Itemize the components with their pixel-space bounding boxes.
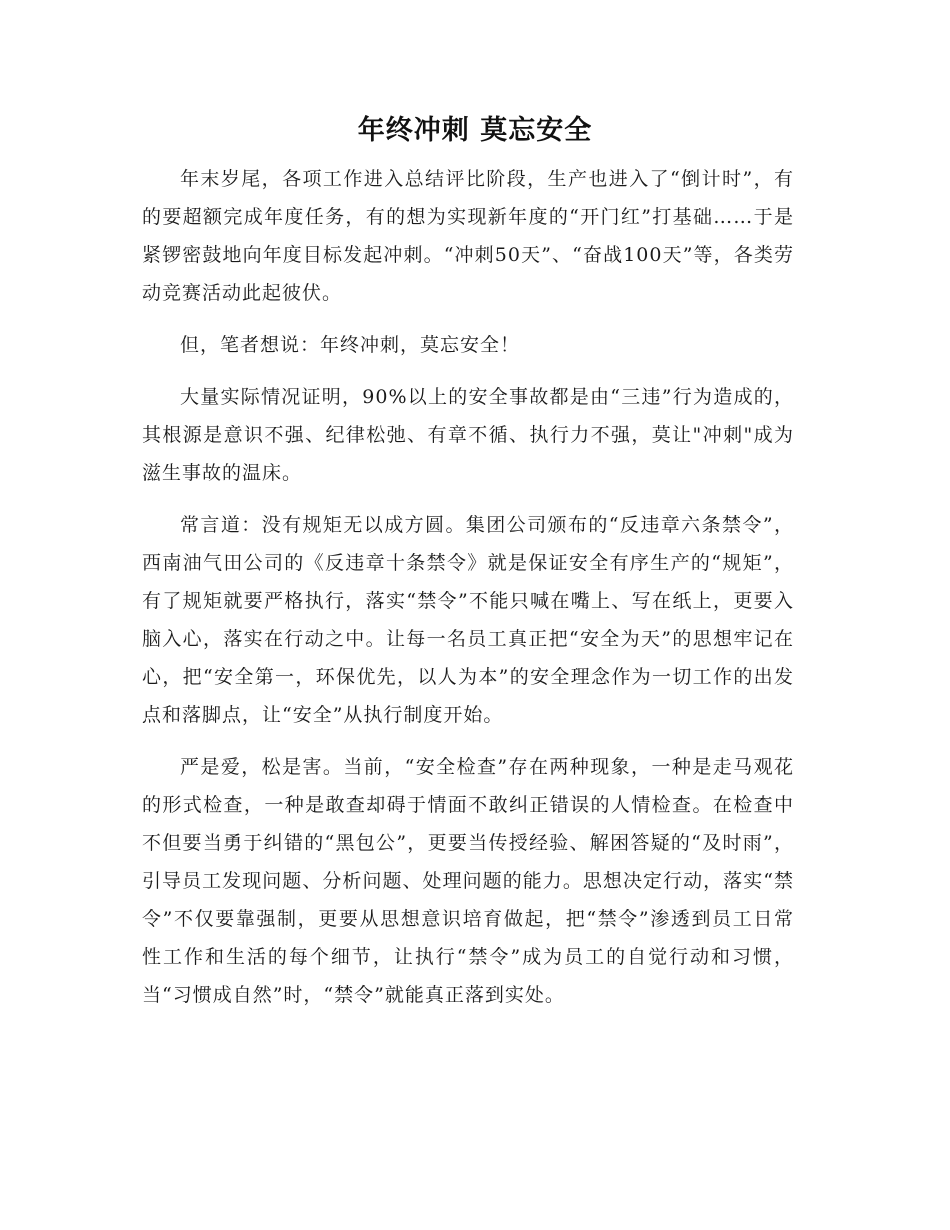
document-body [142,160,794,1028]
document-title: 年终冲刺 莫忘安全 [357,115,593,146]
paragraph-3: 大量实际情况证明，90%以上的安全事故都是由“三违”行为造成的，其根源是意识不强、纪律松弛、有章不循、执行力不强，莫让"冲刺"成为滋生事故的温床。 [142,386,794,484]
paragraph-5: 严是爱，松是害。当前，“安全检查”存在两种现象，一种是走马观花的形式检查，一种是敢查却碍于情面不敢纠正错误的人情检查。在检查中不但要当勇于纠错的“黑包公”，更要当传授经验、解困答疑的“及时雨”，引导员工发现问题、分析问题、处理问题的能力。思想决定行动，落实“禁令”不仅要靠强制，更要从思想意识培育做起，把“禁令”渗透到员工日常性工作和生活的每个细节，让执行“禁令”成为员工的自觉行动和习惯，当“习惯成自然”时，“禁令”就能真正落到实处。 [142,756,794,1006]
paragraph-1: 年末岁尾，各项工作进入总结评比阶段，生产也进入了“倒计时”，有的要超额完成年度任务，有的想为实现新年度的“开门红”打基础……于是紧锣密鼓地向年度目标发起冲刺。“冲刺50天”、“奋战100天”等，各类劳动竞赛活动此起彼伏。 [142,168,794,304]
paragraph-4: 常言道：没有规矩无以成方圆。集团公司颁布的“反违章六条禁令”，西南油气田公司的《反违章十条禁令》就是保证安全有序生产的“规矩”，有了规矩就要严格执行，落实“禁令”不能只喊在嘴上、写在纸上，更要入脑入心，落实在行动之中。让每一名员工真正把“安全为天”的思想牢记在心，把“安全第一，环保优先，以人为本”的安全理念作为一切工作的出发点和落脚点，让“安全”从执行制度开始。 [142,514,794,726]
paragraph-2: 但，笔者想说：年终冲刺，莫忘安全！ [180,334,521,356]
